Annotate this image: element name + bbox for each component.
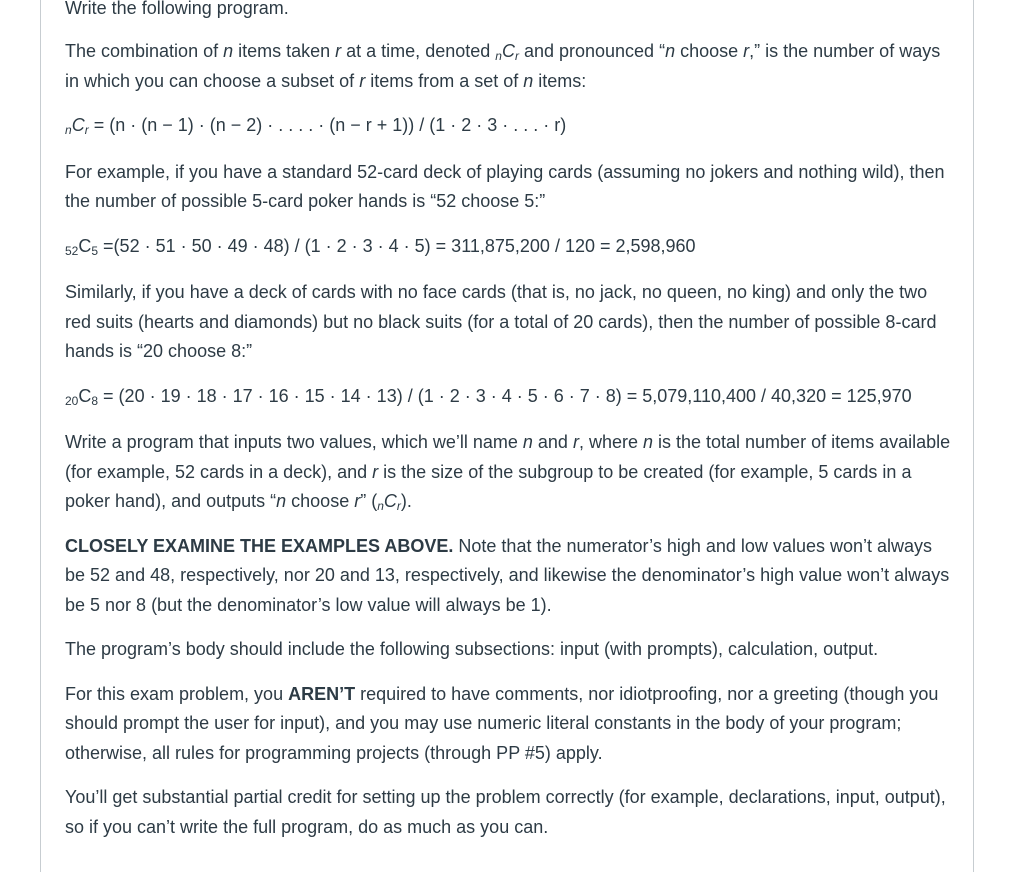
page-heading: Write the following program. [65,0,289,18]
example-20-paragraph: Similarly, if you have a deck of cards with no face cards (that is, no jack, no queen, no king) and only the two red suits (hearts and diamonds) but no black suits (for a total of 20 cards), then the number of possible 8-card hands is “20 choose 8:” [65,282,937,361]
exam-rules-paragraph: For this exam problem, you AREN’T required to have comments, nor idiotproofing, nor a greeting (though you should prompt the user for input), and you may use numeric literal constants in the body of your program; otherwise, all rules for programming projects (through PP #5) apply. [65,683,939,763]
body-subsections-paragraph: The program’s body should include the following subsections: input (with prompts), calculation, output. [65,639,879,659]
formula-20-choose-8: $20C_8 = (20 \cdot 19 \cdot 18 \cdot 17 \cdot 16 \cdot 15 \cdot 14 \cdot 13) / (1 \cdot 2 \cdot 3 \cdot 4 \cdot 5 \cdot 6 \cdot 7 \cdot 8) = 5,079,110,400 / 40,320 = 125,970$ [65,385,912,408]
partial-credit-paragraph: You’ll get substantial partial credit for setting up the problem correctly (for example, declarations, input, output), so if you can’t write the full program, do as much as you can. [65,787,946,837]
formula-52-choose-5: $52C_5 =(52 \cdot 51 \cdot 50 \cdot 49 \cdot 48) / (1 \cdot 2 \cdot 3 \cdot 4 \cdot 5) = 311,875,200 / 120 = 2,598,960$ [65,235,696,258]
general-formula: $nC_r = (n \cdot (n - 1) \cdot (n - 2)$ · . . . . · (n − r + 1)) / (1 · 2 · 3 · . . . · r) [65,115,567,137]
task-paragraph: Write a program that inputs two values, which we’ll name n and r, where n is the total number of items available (for example, 52 cards in a deck), and r is the size of the subgroup to be created (for example, 5 cards in a poker hand), and outputs “n choose r” $(nC_r)$. [65,432,951,513]
examine-paragraph: CLOSELY EXAMINE THE EXAMPLES ABOVE. Note that the numerator’s high and low values won’t always be 52 and 48, respectively, nor 20 and 13, respectively, and likewise the denominator’s high value won’t always be 5 nor 8 (but the denominator’s low value will always be 1). [65,535,950,615]
example-52-paragraph: For example, if you have a standard 52-card deck of playing cards (assuming no jokers and nothing wild), then the number of possible 5-card poker hands is “52 choose 5:” [65,161,945,211]
question-body [65,37,955,857]
intro-paragraph: The combination of n items taken r at a time, denoted $nC_r$ and pronounced “n choose r,” is the number of ways in which you can choose a subset of r items from a set of n items: [65,41,941,91]
